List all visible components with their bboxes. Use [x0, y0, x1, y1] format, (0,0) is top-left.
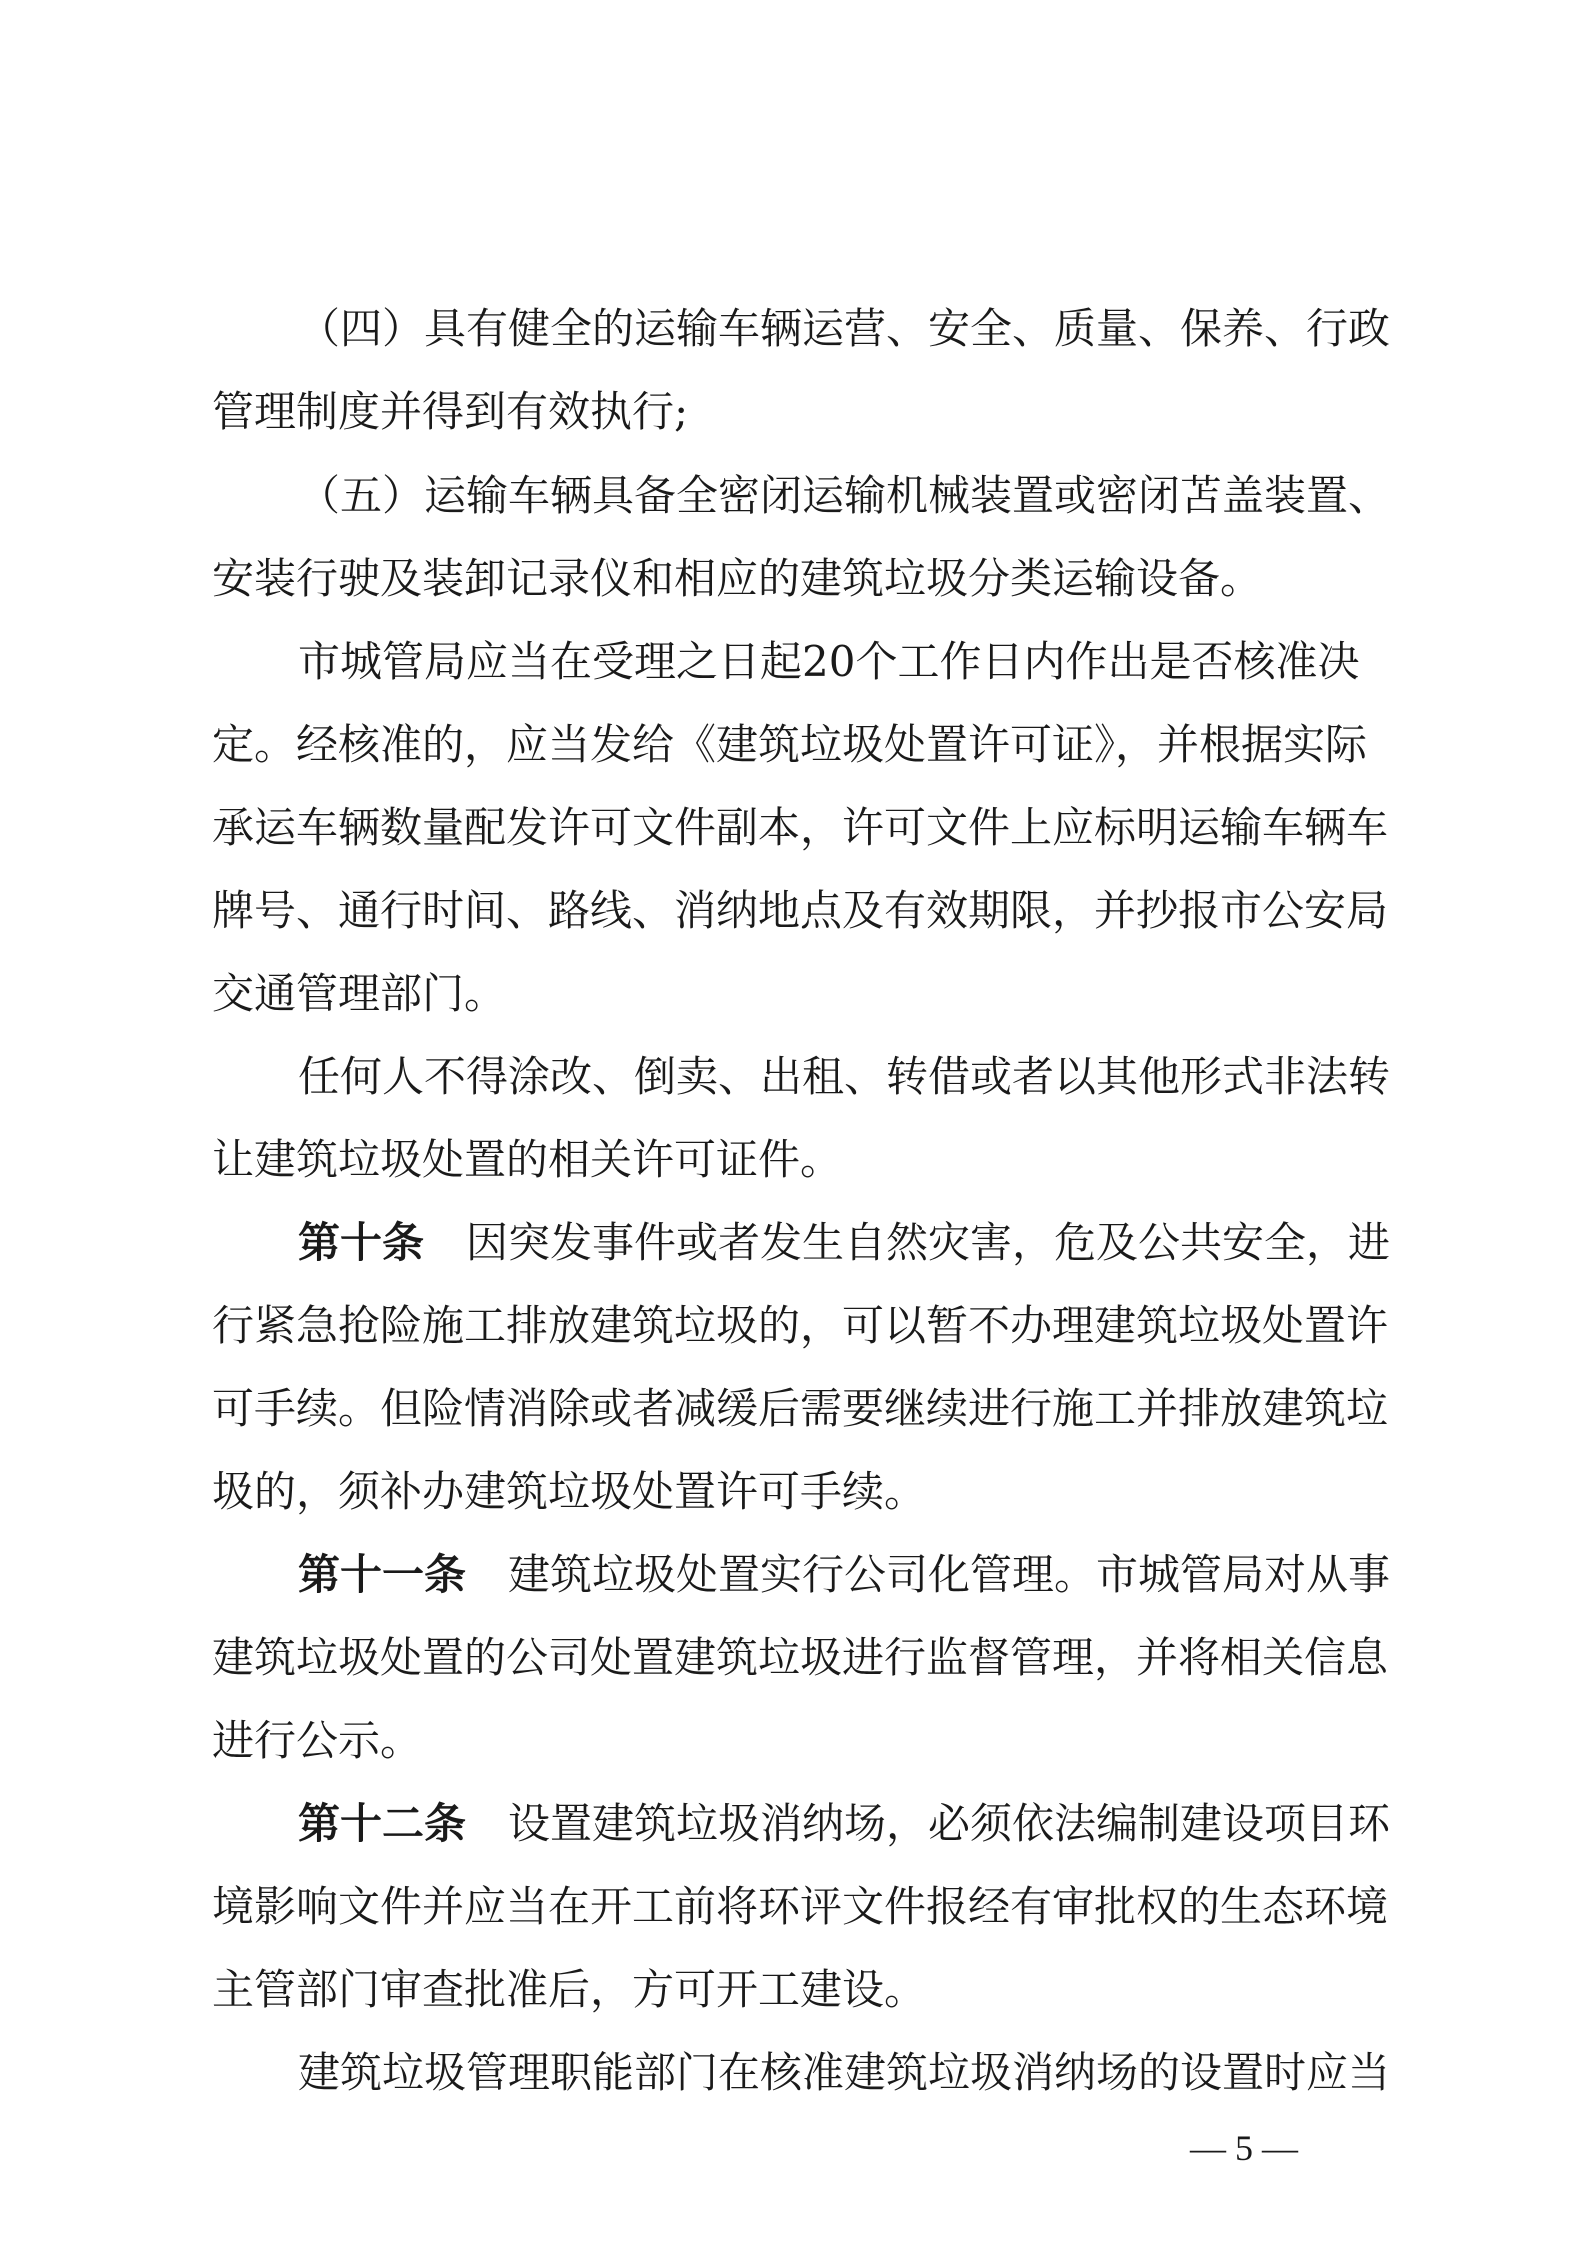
paragraph-line: 牌号、通行时间、路线、消纳地点及有效期限，并抄报市公安局 [212, 886, 1389, 935]
paragraph-line: 可手续。但险情消除或者减缓后需要继续进行施工并排放建筑垃 [212, 1384, 1389, 1433]
paragraph-text: 设置建筑垃圾消纳场，必须依法编制建设项目环 [508, 1799, 1391, 1848]
paragraph-line: 安装行驶及装卸记录仪和相应的建筑垃圾分类运输设备。 [212, 554, 1263, 603]
paragraph-line: 圾的，须补办建筑垃圾处置许可手续。 [212, 1467, 927, 1516]
paragraph-line: 定。经核准的，应当发给《建筑垃圾处置许可证》，并根据实际 [212, 720, 1368, 769]
article-line [298, 1789, 1390, 1859]
paragraph-line: 主管部门审查批准后，方可开工建设。 [212, 1965, 927, 2014]
paragraph-line: 交通管理部门。 [212, 969, 507, 1018]
paragraph-line: 建筑垃圾管理职能部门在核准建筑垃圾消纳场的设置时应当 [298, 2048, 1391, 2097]
paragraph-line: 管理制度并得到有效执行; [212, 387, 689, 436]
paragraph-line: 市城管局应当在受理之日起20个工作日内作出是否核准决 [298, 637, 1360, 686]
paragraph-line: （五）运输车辆具备全密闭运输机械装置或密闭苫盖装置、 [298, 471, 1391, 520]
paragraph-line: 承运车辆数量配发许可文件副本，许可文件上应标明运输车辆车 [212, 803, 1389, 852]
article-heading: 第十一条 [298, 1550, 467, 1599]
paragraph-line: 任何人不得涂改、倒卖、出租、转借或者以其他形式非法转 [298, 1052, 1391, 1101]
paragraph-text: 因突发事件或者发生自然灾害，危及公共安全，进 [466, 1218, 1391, 1267]
paragraph-line: （四）具有健全的运输车辆运营、安全、质量、保养、行政 [298, 304, 1391, 353]
article-line [298, 1208, 1390, 1278]
paragraph-line: 行紧急抢险施工排放建筑垃圾的，可以暂不办理建筑垃圾处置许 [212, 1301, 1389, 1350]
paragraph-line: 建筑垃圾处置的公司处置建筑垃圾进行监督管理，并将相关信息 [212, 1633, 1389, 1682]
article-heading: 第十条 [298, 1218, 425, 1267]
paragraph-line: 境影响文件并应当在开工前将环评文件报经有审批权的生态环境 [212, 1882, 1389, 1931]
article-heading: 第十二条 [298, 1799, 467, 1848]
paragraph-line: 让建筑垃圾处置的相关许可证件。 [212, 1135, 843, 1184]
page-number: — 5 — [1190, 2128, 1298, 2168]
paragraph-text: 建筑垃圾处置实行公司化管理。市城管局对从事 [508, 1550, 1391, 1599]
article-line [298, 1540, 1390, 1610]
paragraph-line: 进行公示。 [212, 1716, 423, 1765]
